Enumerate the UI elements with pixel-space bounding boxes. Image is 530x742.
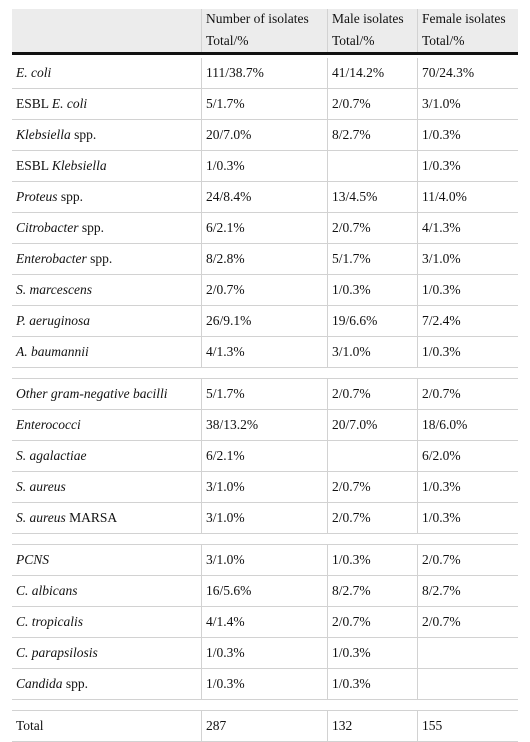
- column-divider: [417, 275, 418, 305]
- organism-name: C. albicans: [16, 583, 78, 598]
- total-cell: 2/0.7%: [206, 282, 245, 297]
- table-row: [12, 244, 518, 275]
- organism-name: Proteus spp.: [16, 189, 84, 204]
- table-row: [12, 576, 518, 607]
- organism-name: P. aeruginosa: [16, 313, 91, 328]
- column-divider: [327, 89, 328, 119]
- male-cell: 2/0.7%: [332, 96, 371, 111]
- column-divider: [327, 275, 328, 305]
- column-divider: [201, 89, 202, 119]
- column-divider: [201, 503, 202, 533]
- column-divider: [327, 213, 328, 243]
- column-divider: [201, 9, 202, 52]
- column-divider: [327, 638, 328, 668]
- total-cell: 26/9.1%: [206, 313, 252, 328]
- total-cell: 3/1.0%: [206, 479, 245, 494]
- column-divider: [327, 58, 328, 88]
- column-divider: [327, 441, 328, 471]
- organism-name: C. parapsilosis: [16, 645, 98, 660]
- column-divider: [201, 182, 202, 212]
- column-divider: [201, 120, 202, 150]
- male-cell: 41/14.2%: [332, 65, 385, 80]
- total-cell: 16/5.6%: [206, 583, 252, 598]
- column-divider: [417, 410, 418, 440]
- female-cell: 1/0.3%: [422, 344, 461, 359]
- organism-name: Citrobacter spp.: [16, 220, 105, 235]
- table-row: [12, 472, 518, 503]
- column-divider: [327, 306, 328, 336]
- male-cell: 1/0.3%: [332, 552, 371, 567]
- organism-name: Klebsiella spp.: [16, 127, 97, 142]
- male-cell: 2/0.7%: [332, 386, 371, 401]
- column-divider: [201, 244, 202, 274]
- column-divider: [417, 151, 418, 181]
- column-divider: [327, 244, 328, 274]
- total-cell: 1/0.3%: [206, 676, 245, 691]
- total-cell: 8/2.8%: [206, 251, 245, 266]
- female-cell: 11/4.0%: [422, 189, 467, 204]
- column-divider: [417, 379, 418, 409]
- group-spacer: [12, 368, 518, 379]
- female-cell: 8/2.7%: [422, 583, 461, 598]
- total-cell: 20/7.0%: [206, 127, 252, 142]
- column-divider: [327, 410, 328, 440]
- female-cell: 155: [422, 718, 443, 733]
- column-divider: [417, 182, 418, 212]
- column-divider: [417, 711, 418, 741]
- female-cell: 1/0.3%: [422, 127, 461, 142]
- column-divider: [201, 410, 202, 440]
- female-cell: 7/2.4%: [422, 313, 461, 328]
- column-divider: [201, 576, 202, 606]
- column-divider: [201, 151, 202, 181]
- header-female-isolates: Female isolates: [422, 11, 506, 26]
- female-cell: 1/0.3%: [422, 282, 461, 297]
- column-divider: [201, 711, 202, 741]
- table-row: [12, 669, 518, 700]
- total-cell: 6/2.1%: [206, 448, 245, 463]
- female-cell: 18/6.0%: [422, 417, 468, 432]
- column-divider: [327, 503, 328, 533]
- total-cell: 5/1.7%: [206, 386, 245, 401]
- column-divider: [201, 275, 202, 305]
- total-cell: 1/0.3%: [206, 645, 245, 660]
- column-divider: [327, 379, 328, 409]
- column-divider: [201, 337, 202, 367]
- organism-name: Enterococci: [16, 417, 81, 432]
- female-cell: 2/0.7%: [422, 552, 461, 567]
- column-divider: [417, 120, 418, 150]
- column-divider: [201, 607, 202, 637]
- male-cell: 1/0.3%: [332, 282, 371, 297]
- column-divider: [201, 441, 202, 471]
- female-cell: 4/1.3%: [422, 220, 461, 235]
- column-divider: [417, 58, 418, 88]
- isolates-table: [12, 9, 518, 742]
- column-divider: [327, 711, 328, 741]
- table-row: [12, 151, 518, 182]
- column-divider: [327, 9, 328, 52]
- organism-name: PCNS: [16, 552, 50, 567]
- organism-name: Total: [16, 718, 44, 733]
- female-cell: 2/0.7%: [422, 386, 461, 401]
- column-divider: [201, 545, 202, 575]
- organism-name: A. baumannii: [16, 344, 89, 359]
- column-divider: [417, 576, 418, 606]
- column-divider: [417, 244, 418, 274]
- table-row: [12, 58, 518, 89]
- organism-name: Other gram-negative bacilli: [16, 386, 168, 401]
- male-cell: 132: [332, 718, 353, 733]
- column-divider: [327, 607, 328, 637]
- column-divider: [417, 306, 418, 336]
- column-divider: [201, 638, 202, 668]
- table-body: [12, 58, 518, 742]
- table-row: [12, 545, 518, 576]
- organism-name: S. marcescens: [16, 282, 92, 297]
- header-number-of-isolates: Number of isolates: [206, 11, 309, 26]
- column-divider: [417, 607, 418, 637]
- total-cell: 111/38.7%: [206, 65, 264, 80]
- group-spacer: [12, 534, 518, 545]
- male-cell: 8/2.7%: [332, 127, 371, 142]
- column-divider: [201, 669, 202, 699]
- total-cell: 6/2.1%: [206, 220, 245, 235]
- column-divider: [201, 472, 202, 502]
- table-row: [12, 607, 518, 638]
- total-cell: 38/13.2%: [206, 417, 259, 432]
- female-cell: 3/1.0%: [422, 251, 461, 266]
- male-cell: 1/0.3%: [332, 676, 371, 691]
- table-row: [12, 711, 518, 742]
- female-cell: 1/0.3%: [422, 158, 461, 173]
- male-cell: 2/0.7%: [332, 220, 371, 235]
- female-cell: 1/0.3%: [422, 479, 461, 494]
- table-row: [12, 379, 518, 410]
- header-male-isolates: Male isolates: [332, 11, 404, 26]
- total-cell: 3/1.0%: [206, 510, 245, 525]
- header-female-isolates-unit: Total/%: [422, 33, 465, 48]
- female-cell: 1/0.3%: [422, 510, 461, 525]
- column-divider: [417, 337, 418, 367]
- column-divider: [327, 182, 328, 212]
- male-cell: 1/0.3%: [332, 645, 371, 660]
- total-cell: 4/1.4%: [206, 614, 245, 629]
- header-number-of-isolates-unit: Total/%: [206, 33, 249, 48]
- table-row: [12, 503, 518, 534]
- total-cell: 4/1.3%: [206, 344, 245, 359]
- column-divider: [417, 89, 418, 119]
- table-row: [12, 213, 518, 244]
- column-divider: [417, 669, 418, 699]
- table-row: [12, 306, 518, 337]
- total-cell: 24/8.4%: [206, 189, 252, 204]
- total-cell: 287: [206, 718, 227, 733]
- header-male-isolates-unit: Total/%: [332, 33, 375, 48]
- table-header: [12, 9, 518, 55]
- male-cell: 2/0.7%: [332, 614, 371, 629]
- column-divider: [327, 669, 328, 699]
- column-divider: [201, 306, 202, 336]
- female-cell: 6/2.0%: [422, 448, 461, 463]
- female-cell: 3/1.0%: [422, 96, 461, 111]
- column-divider: [327, 151, 328, 181]
- organism-name: Candida spp.: [16, 676, 89, 691]
- column-divider: [417, 9, 418, 52]
- column-divider: [417, 638, 418, 668]
- column-divider: [201, 213, 202, 243]
- table-row: [12, 89, 518, 120]
- column-divider: [327, 472, 328, 502]
- organism-name: S. aureus MARSA: [16, 510, 118, 525]
- column-divider: [201, 58, 202, 88]
- column-divider: [327, 337, 328, 367]
- organism-name: Enterobacter spp.: [16, 251, 113, 266]
- column-divider: [417, 441, 418, 471]
- table-row: [12, 275, 518, 306]
- total-cell: 1/0.3%: [206, 158, 245, 173]
- column-divider: [417, 472, 418, 502]
- column-divider: [417, 213, 418, 243]
- male-cell: 8/2.7%: [332, 583, 371, 598]
- female-cell: 70/24.3%: [422, 65, 475, 80]
- table-row: [12, 638, 518, 669]
- group-spacer: [12, 700, 518, 711]
- organism-name: S. aureus: [16, 479, 66, 494]
- male-cell: 2/0.7%: [332, 479, 371, 494]
- column-divider: [327, 120, 328, 150]
- column-divider: [327, 545, 328, 575]
- table-row: [12, 337, 518, 368]
- male-cell: 13/4.5%: [332, 189, 378, 204]
- total-cell: 3/1.0%: [206, 552, 245, 567]
- table-row: [12, 410, 518, 441]
- column-divider: [201, 379, 202, 409]
- male-cell: 3/1.0%: [332, 344, 371, 359]
- male-cell: 20/7.0%: [332, 417, 378, 432]
- column-divider: [417, 503, 418, 533]
- column-divider: [417, 545, 418, 575]
- female-cell: 2/0.7%: [422, 614, 461, 629]
- organism-name: C. tropicalis: [16, 614, 84, 629]
- male-cell: 19/6.6%: [332, 313, 378, 328]
- male-cell: 2/0.7%: [332, 510, 371, 525]
- organism-name: ESBL Klebsiella: [16, 158, 107, 173]
- male-cell: 5/1.7%: [332, 251, 371, 266]
- table-row: [12, 182, 518, 213]
- total-cell: 5/1.7%: [206, 96, 245, 111]
- organism-name: S. agalactiae: [16, 448, 87, 463]
- table-row: [12, 441, 518, 472]
- table-row: [12, 120, 518, 151]
- column-divider: [327, 576, 328, 606]
- organism-name: ESBL E. coli: [16, 96, 88, 111]
- organism-name: E. coli: [16, 65, 52, 80]
